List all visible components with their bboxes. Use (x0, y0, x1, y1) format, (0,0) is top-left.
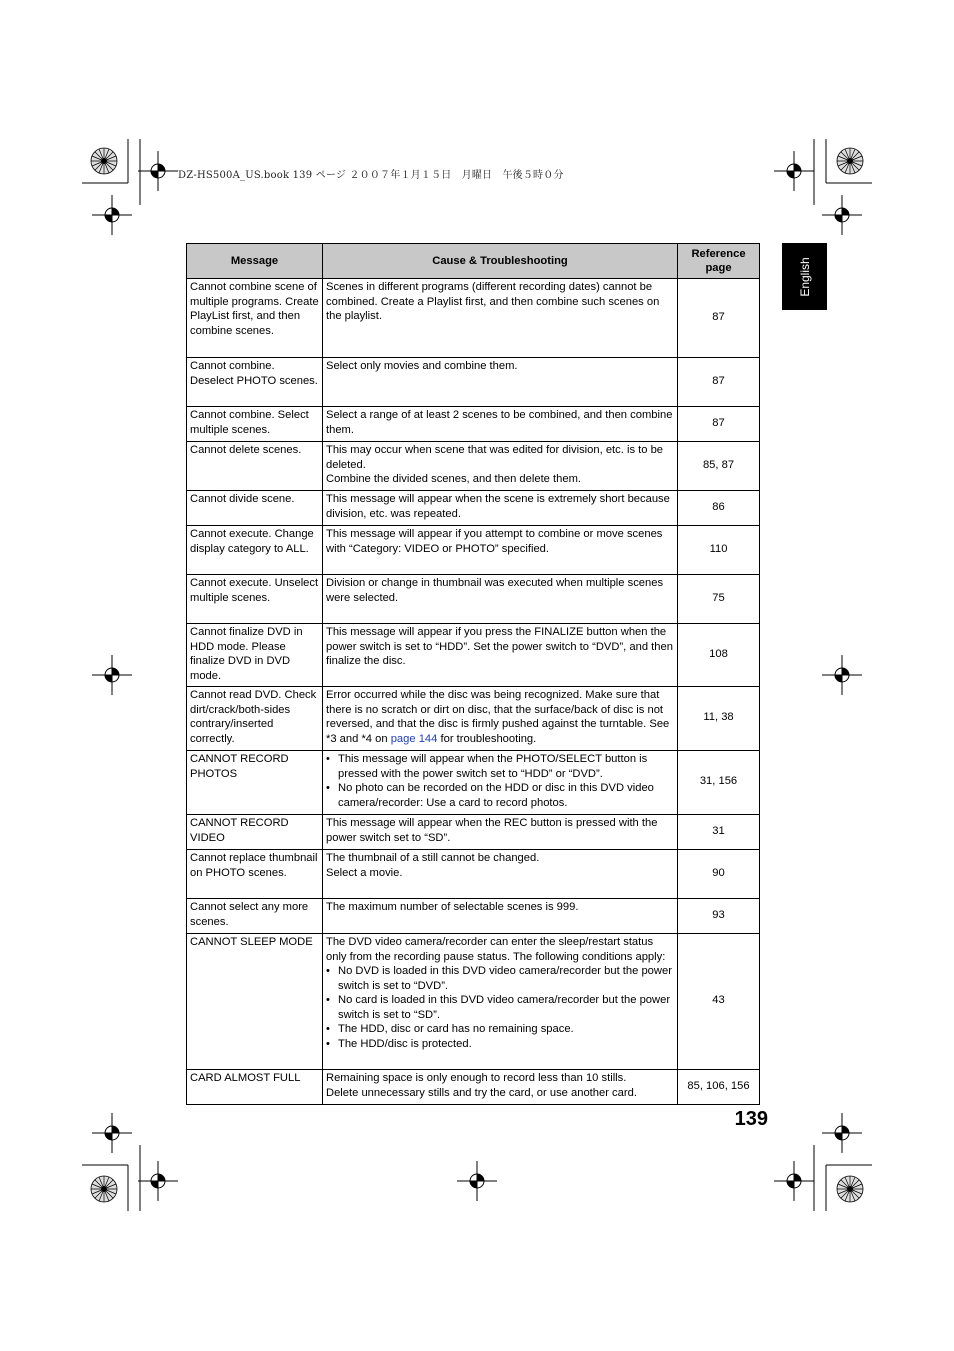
reference-cell: 90 (678, 850, 760, 899)
bullet-item: • This message will appear when the PHOTO/SELECT button is pressed with the power switch set to “HDD” or “DVD”. (326, 753, 648, 780)
reference-cell: 108 (678, 624, 760, 687)
reference-cell: 85, 87 (678, 442, 760, 491)
header-message: Message (187, 244, 323, 279)
cause-cell: Division or change in thumbnail was executed when multiple scenes were selected. (323, 575, 678, 624)
message-cell: Cannot execute. Unselect multiple scenes. (187, 575, 323, 624)
message-cell: Cannot finalize DVD in HDD mode. Please finalize DVD in DVD mode. (187, 624, 323, 687)
cause-cell: This message will appear when the REC button is pressed with the power switch set to “SD”. (323, 815, 678, 850)
cause-line: Delete unnecessary stills and try the card, or use another card. (326, 1086, 637, 1099)
bullet-icon: • (326, 994, 330, 1006)
message-cell: Cannot divide scene. (187, 491, 323, 526)
bullet-icon: • (326, 753, 330, 765)
bullet-icon: • (326, 782, 330, 794)
bullet-icon: • (326, 965, 330, 977)
bullet-icon: • (326, 1037, 330, 1050)
reference-cell: 31 (678, 815, 760, 850)
cause-cell: The maximum number of selectable scenes is 999. (323, 899, 678, 934)
bullet-item: • No card is loaded in this DVD video camera/recorder but the power switch is set to “SD”. (326, 994, 671, 1021)
message-cell: Cannot replace thumbnail on PHOTO scenes. (187, 850, 323, 899)
bullet-item: • No DVD is loaded in this DVD video camera/recorder but the power switch is set to “DVD”. (326, 965, 672, 992)
cause-cell: Select only movies and combine them. (323, 358, 678, 407)
message-cell: CANNOT RECORD PHOTOS (187, 751, 323, 815)
cause-cell: This message will appear if you press the FINALIZE button when the power switch is set to “HDD”. Set the power switch to “DVD”, and then finalize the disc. (323, 624, 678, 687)
message-cell: Cannot read DVD. Check dirt/crack/both-sides contrary/inserted correctly. (187, 687, 323, 751)
cause-line: Remaining space is only enough to record less than 10 stills. (326, 1072, 627, 1084)
message-cell: CANNOT RECORD VIDEO (187, 815, 323, 850)
reference-cell: 43 (678, 934, 760, 1070)
reference-cell: 110 (678, 526, 760, 575)
bullet-item: • The HDD/disc is protected. (326, 1037, 472, 1050)
message-cell: CANNOT SLEEP MODE (187, 934, 323, 1070)
message-cell: Cannot combine scene of multiple programs. Create PlayList first, and then combine scenes. (187, 279, 323, 358)
message-cell: Cannot execute. Change display category to ALL. (187, 526, 323, 575)
cause-line: Select a movie. (326, 866, 403, 879)
cause-line: The thumbnail of a still cannot be changed. (326, 852, 540, 864)
header-cause: Cause & Troubleshooting (323, 244, 678, 279)
page-number: 139 (734, 1108, 768, 1130)
message-cell: Cannot combine. Deselect PHOTO scenes. (187, 358, 323, 407)
reference-cell: 75 (678, 575, 760, 624)
cause-cell: Select a range of at least 2 scenes to be combined, and then combine them. (323, 407, 678, 442)
print-header: DZ-HS500A_US.book 139 ページ ２００７年１月１５日 月曜日 午後５時０分 (178, 170, 564, 181)
reference-cell: 31, 156 (678, 751, 760, 815)
message-cell: Cannot combine. Select multiple scenes. (187, 407, 323, 442)
language-tab-label: English (797, 256, 812, 297)
message-cell: Cannot delete scenes. (187, 442, 323, 491)
reference-cell: 87 (678, 358, 760, 407)
reference-cell: 85, 106, 156 (678, 1070, 760, 1105)
bullet-icon: • (326, 1023, 330, 1035)
reference-cell: 11, 38 (678, 687, 760, 751)
message-cell: Cannot select any more scenes. (187, 899, 323, 934)
cause-text: Error occurred while the disc was being recognized. Make sure that there is no scratch or dirt on disc, that the surface/back of disc is not reversed, and that the disc is firmly pushed against the turntable. See *3 and *4 on (326, 689, 670, 745)
trim-lines (82, 139, 872, 1211)
reference-cell: 87 (678, 407, 760, 442)
reference-cell: 87 (678, 279, 760, 358)
cause-line: Combine the divided scenes, and then delete them. (326, 473, 581, 485)
cause-line: This may occur when scene that was edited for division, etc. is to be deleted. (326, 444, 664, 471)
bullet-item: • The HDD, disc or card has no remaining space. (326, 1023, 574, 1035)
reference-cell: 86 (678, 491, 760, 526)
cause-intro: The DVD video camera/recorder can enter the sleep/restart status only from the recording pause status. The following conditions apply: (326, 936, 666, 963)
page-144-link[interactable]: page 144 (390, 732, 438, 745)
header-reference: Reference page (678, 244, 760, 279)
message-cell: CARD ALMOST FULL (187, 1070, 323, 1105)
cause-cell: Scenes in different programs (different recording dates) cannot be combined. Create a Playlist first, and then combine such scenes on the playlist. (323, 279, 678, 358)
registration-mark-icon (91, 148, 863, 1202)
reference-cell: 93 (678, 899, 760, 934)
bullet-item: • No photo can be recorded on the HDD or disc in this DVD video camera/recorder: Use a card to record photos. (326, 782, 654, 809)
cause-cell: This message will appear when the scene is extremely short because division, etc. was repeated. (323, 491, 678, 526)
cause-cell: This message will appear if you attempt to combine or move scenes with “Category: VIDEO or PHOTO” specified. (323, 526, 678, 575)
cause-text: for troubleshooting. (437, 732, 537, 745)
